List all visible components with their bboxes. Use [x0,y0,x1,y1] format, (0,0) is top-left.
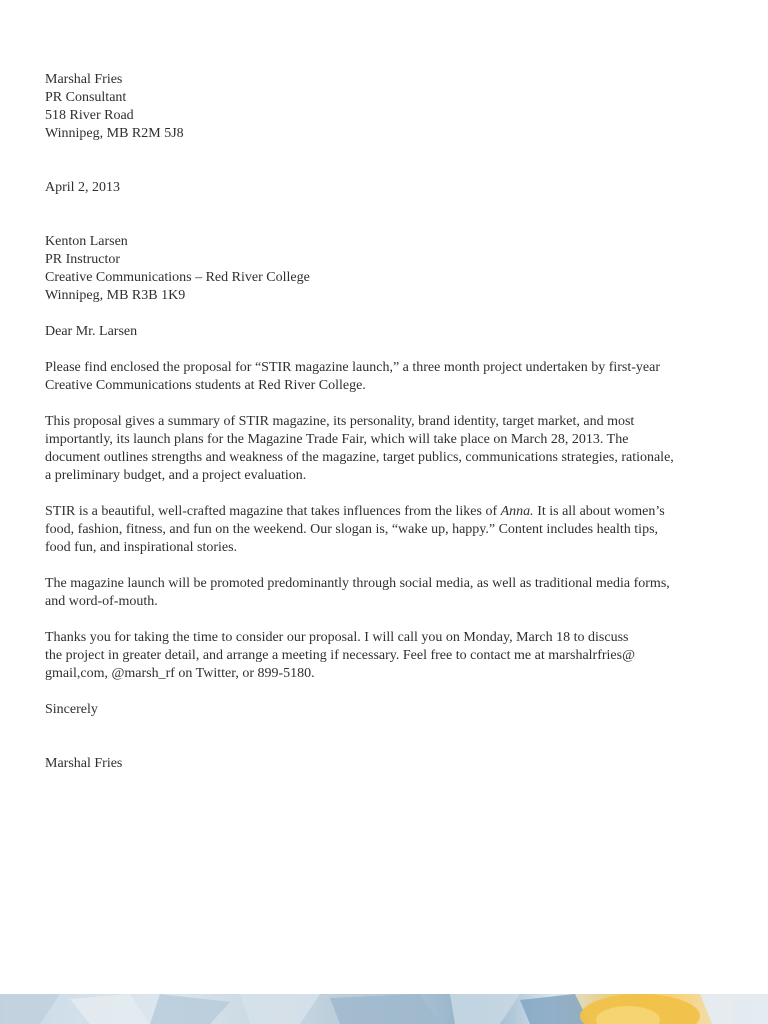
italic-reference: Anna. [500,504,534,519]
paragraph-promotion [45,575,735,611]
paragraph-line: a preliminary budget, and a project evaluation. [45,468,307,483]
paragraph-intro [45,359,735,395]
text-segment: It is all about women’s [533,504,665,519]
salutation: Dear Mr. Larsen [45,324,138,339]
recipient-address [45,233,735,305]
paragraph-line: and word-of-mouth. [45,594,158,609]
sender-name: Marshal Fries [45,72,123,87]
paragraph-line [45,503,735,521]
recipient-organization: Creative Communications – Red River College [45,270,310,285]
paragraph-line: document outlines strengths and weakness of the magazine, target publics, communications strategies, rationale, [45,450,674,465]
letter-date: April 2, 2013 [45,180,121,195]
footer-decoration-image [0,994,768,1024]
paragraph-line: Thanks you for taking the time to consider our proposal. I will call you on Monday, March 18 to discuss [45,630,629,645]
paragraph-line: the project in greater detail, and arrange a meeting if necessary. Feel free to contact me at marshalrfries@ [45,648,635,663]
paragraph-line: Please find enclosed the proposal for “STIR magazine launch,” a three month project undertaken by first-year [45,360,660,375]
sender-address-line2: Winnipeg, MB R2M 5J8 [45,126,184,141]
paragraph-line: The magazine launch will be promoted predominantly through social media, as well as traditional media forms, [45,576,670,591]
paragraph-contact [45,629,735,683]
sender-title: PR Consultant [45,90,127,105]
paragraph-line: Creative Communications students at Red River College. [45,378,366,393]
paragraph-line: food, fashion, fitness, and fun on the weekend. Our slogan is, “wake up, happy.” Content includes health tips, [45,522,659,537]
paragraph-description [45,503,735,557]
letter-body [45,71,735,773]
footer-decorative-band [0,994,768,1024]
sender-address-line1: 518 River Road [45,108,134,123]
recipient-address-line: Winnipeg, MB R3B 1K9 [45,288,186,303]
closing: Sincerely [45,702,98,717]
paragraph-line: food fun, and inspirational stories. [45,540,238,555]
paragraph-summary [45,413,735,485]
paragraph-line: gmail,com, @marsh_rf on Twitter, or 899-5180. [45,666,315,681]
recipient-title: PR Instructor [45,252,121,267]
signature-name: Marshal Fries [45,756,123,771]
paragraph-line: importantly, its launch plans for the Magazine Trade Fair, which will take place on March 28, 2013. The [45,432,629,447]
paragraph-line: This proposal gives a summary of STIR magazine, its personality, brand identity, target market, and most [45,414,635,429]
text-segment: STIR is a beautiful, well-crafted magazine that takes influences from the likes of [45,504,501,519]
sender-address [45,71,735,143]
recipient-name: Kenton Larsen [45,234,128,249]
